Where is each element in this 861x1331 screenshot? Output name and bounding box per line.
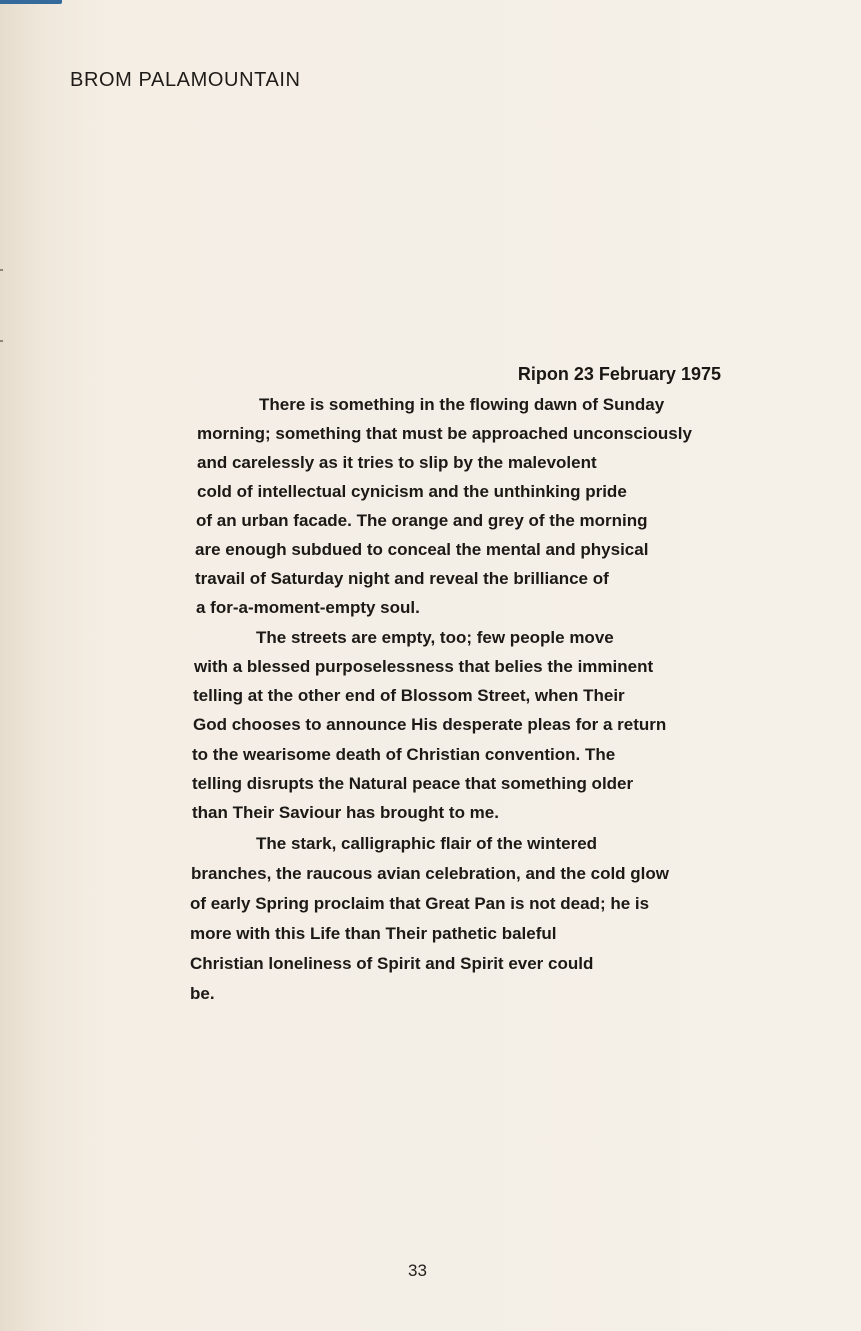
text-line: travail of Saturday night and reveal the brilliance of xyxy=(195,569,609,588)
text-line: than Their Saviour has brought to me. xyxy=(192,803,499,822)
text-line: of an urban facade. The orange and grey of the morning xyxy=(196,511,648,530)
blue-edge-mark xyxy=(0,0,62,4)
text-line: branches, the raucous avian celebration, and the cold glow xyxy=(191,864,670,883)
text-line: and carelessly as it tries to slip by the malevolent xyxy=(197,453,597,472)
text-line: more with this Life than Their pathetic baleful xyxy=(190,924,557,943)
text-line: morning; something that must be approached unconsciously xyxy=(197,424,692,443)
left-edge-mark xyxy=(0,340,3,342)
text-line: The stark, calligraphic flair of the wintered xyxy=(256,834,598,853)
text-line: Christian loneliness of Spirit and Spirit ever could xyxy=(190,954,594,973)
text-line: of early Spring proclaim that Great Pan is not dead; he is xyxy=(190,894,650,913)
running-head: BROM PALAMOUNTAIN xyxy=(70,69,301,91)
text-line: telling disrupts the Natural peace that something older xyxy=(192,774,634,793)
text-line: cold of intellectual cynicism and the unthinking pride xyxy=(197,482,627,501)
text-line: telling at the other end of Blossom Street, when Their xyxy=(193,686,625,705)
text-line: are enough subdued to conceal the mental and physical xyxy=(195,540,649,559)
left-edge-mark xyxy=(0,269,3,271)
text-line: The streets are empty, too; few people move xyxy=(256,628,614,647)
page-number: 33 xyxy=(408,1261,427,1280)
entry-date: Ripon 23 February 1975 xyxy=(517,364,721,384)
text-line: with a blessed purposelessness that belies the imminent xyxy=(194,657,654,676)
text-line: to the wearisome death of Christian convention. The xyxy=(192,745,616,764)
text-line: There is something in the flowing dawn of Sunday xyxy=(259,395,665,414)
text-line: be. xyxy=(190,984,215,1003)
text-line: a for-a-moment-empty soul. xyxy=(196,598,420,617)
text-line: God chooses to announce His desperate pleas for a return xyxy=(193,715,667,734)
